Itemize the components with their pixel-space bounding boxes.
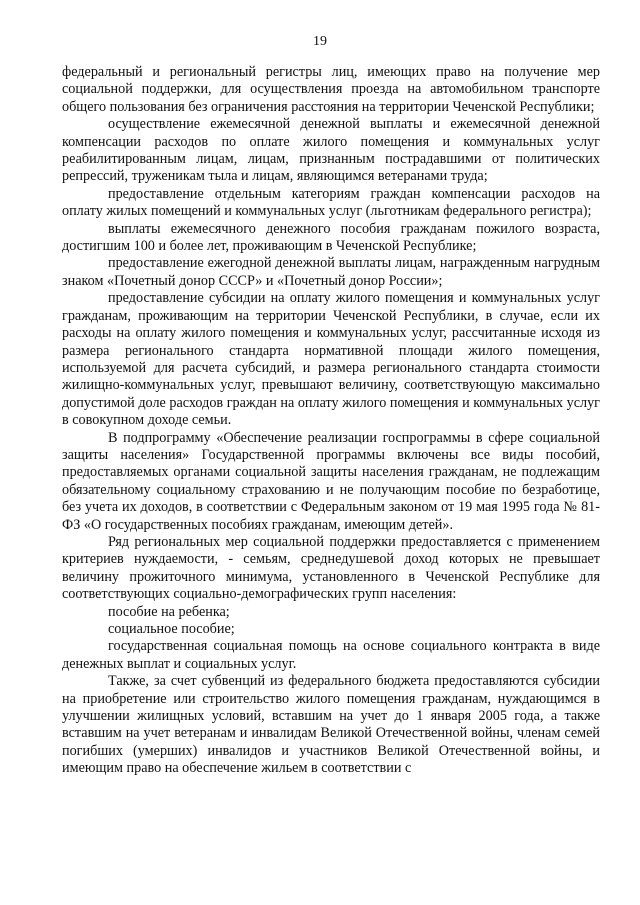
paragraph: выплаты ежемесячного денежного пособия гражданам пожилого возраста, достигшим 100 и более лет, проживающим в Чеченской Республике; bbox=[62, 220, 600, 255]
document-body bbox=[62, 64, 600, 778]
paragraph: осуществление ежемесячной денежной выплаты и ежемесячной денежной компенсации расходов по оплате жилого помещения и коммунальных услуг реабилитированным лицам, лицам, признанным пострадавшими от политических репрессий, труженикам тыла и лицам, являющимся ветеранами труда; bbox=[62, 116, 600, 185]
page-number: 19 bbox=[313, 34, 327, 49]
list-item: социальное пособие; bbox=[108, 621, 235, 637]
paragraph: предоставление ежегодной денежной выплаты лицам, награжденным нагрудным знаком «Почетный донор СССР» и «Почетный донор России»; bbox=[62, 255, 600, 289]
paragraph: В подпрограмму «Обеспечение реализации госпрограммы в сфере социальной защиты населения» Государственной программы включены все виды пособий, предоставляемых органами социальной защиты населения гражданам, не подлежащим обязательному социальному страхованию и не получающим пособие по безработице, без учета их доходов, в соответствии с Федеральным законом от 19 мая 1995 года № 81-ФЗ «О государственных пособиях гражданам, имеющим детей». bbox=[62, 429, 600, 533]
list-item: пособие на ребенка; bbox=[108, 603, 230, 620]
paragraph: предоставление субсидии на оплату жилого помещения и коммунальных услуг гражданам, проживающим на территории Чеченской Республики, в случае, если их расходы на оплату жилого помещения и коммунальных услуг, рассчитанные исходя из размера регионального стандарта нормативной площади жилого помещения, используемой для расчета субсидий, и размера регионального стандарта стоимости жилищно-коммунальных услуг, превышают величину, соответствующую максимально допустимой доле расходов граждан на оплату жилого помещения и коммунальных услуг в совокупном доходе семьи. bbox=[62, 290, 600, 429]
paragraph: Ряд региональных мер социальной поддержки предоставляется с применением критериев нуждаемости, - семьям, среднедушевой доход которых не превышает величину прожиточного минимума, установленного в Чеченской Республике для соответствующих социально-демографических групп населения: bbox=[62, 533, 600, 603]
paragraph: предоставление отдельным категориям граждан компенсации расходов на оплату жилых помещений и коммунальных услуг (льготникам федерального регистра); bbox=[62, 185, 600, 220]
paragraph: федеральный и региональный регистры лиц, имеющих право на получение мер социальной поддержки, для осуществления проезда на автомобильном транспорте общего пользования без ограничения расстояния на территории Чеченской Республики; bbox=[62, 64, 600, 115]
paragraph: Также, за счет субвенций из федерального бюджета предоставляются субсидии на приобретение или строительство жилого помещения гражданам, нуждающимся в улучшении жилищных условий, вставшим на учет до 1 января 2005 года, а также вставшим на учет ветеранам и инвалидам Великой Отечественной войны, членам семей погибших (умерших) инвалидов и участников Великой Отечественной войны, и имеющим право на обеспечение жильем в соответствии с bbox=[62, 673, 600, 777]
list-item: государственная социальная помощь на основе социального контракта в виде денежных выплат и социальных услуг. bbox=[62, 638, 600, 672]
